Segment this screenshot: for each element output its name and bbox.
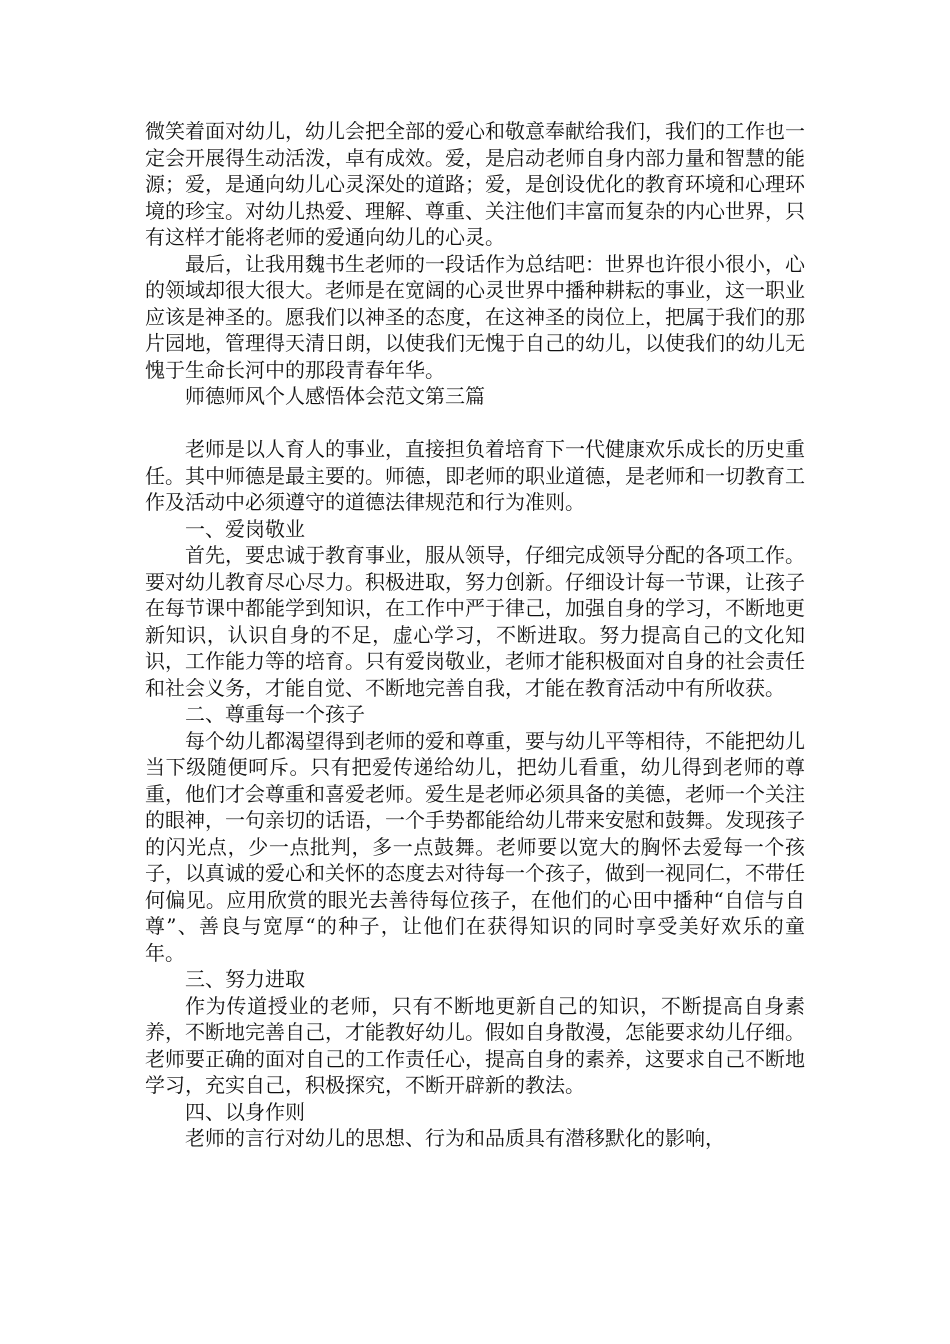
paragraph-intro: 老师是以人育人的事业，直接担负着培育下一代健康欢乐成长的历史重任。其中师德是最主要的。师德，即老师的职业道德，是老师和一切教育工作及活动中必须遵守的道德法律规范和行为准则。 <box>145 437 805 514</box>
section-body-3: 作为传道授业的老师，只有不断地更新自己的知识，不断提高自身素养，不断地完善自己，才能教好幼儿。假如自身散漫，怎能要求幼儿仔细。老师要正确的面对自己的工作责任心，提高自身的素养，这要求自己不断地学习，充实自己，积极探究，不断开辟新的教法。 <box>145 993 805 1097</box>
section-heading-3: 三、努力进取 <box>185 967 305 991</box>
document-page <box>145 118 805 1152</box>
section-heading-4: 四、以身作则 <box>185 1099 305 1124</box>
paragraph-conclusion: 最后，让我用魏书生老师的一段话作为总结吧：世界也许很小很小，心的领域却很大很大。老师是在宽阔的心灵世界中播种耕耘的事业，这一职业应该是神圣的。愿我们以神圣的态度，在这神圣的岗位上，把属于我们的那片园地，管理得天清日朗，以使我们无愧于自己的幼儿，以使我们的幼儿无愧于生命长河中的那段青春年华。 <box>145 251 805 382</box>
section-heading-2: 二、尊重每一个孩子 <box>185 702 365 726</box>
section-body-2: 每个幼儿都渴望得到老师的爱和尊重，要与幼儿平等相待，不能把幼儿当下级随便呵斥。只有把爱传递给幼儿，把幼儿看重，幼儿得到老师的尊重，他们才会尊重和喜爱老师。爱生是老师必须具备的美德，老师一个关注的眼神，一句亲切的话语，一个手势都能给幼儿带来安慰和鼓舞。发现孩子的闪光点，少一点批判，多一点鼓舞。老师要以宽大的胸怀去爱每一个孩子，以真诚的爱心和关怀的态度去对待每一个孩子，做到一视同仁，不带任何偏见。应用欣赏的眼光去善待每位孩子，在他们的心田中播种“自信与自尊”、善良与宽厚“的种子，让他们在获得知识的同时享受美好欢乐的童年。 <box>145 728 805 965</box>
section-body-4: 老师的言行对幼儿的思想、行为和品质具有潜移默化的影响， <box>185 1126 725 1150</box>
section-heading-1: 一、爱岗敬业 <box>185 516 305 541</box>
blank-line <box>145 410 805 437</box>
article-title: 师德师风个人感悟体会范文第三篇 <box>185 384 485 408</box>
section-body-1: 首先，要忠诚于教育事业，服从领导，仔细完成领导分配的各项工作。要对幼儿教育尽心尽力。积极进取，努力创新。仔细设计每一节课，让孩子在每节课中都能学到知识，在工作中严于律己，加强自身的学习，不断地更新知识，认识自身的不足，虚心学习，不断进取。努力提高自己的文化知识，工作能力等的培育。只有爱岗敬业，老师才能积极面对自身的社会责任和社会义务，才能自觉、不断地完善自我，才能在教育活动中有所收获。 <box>145 543 805 700</box>
paragraph-love: 微笑着面对幼儿，幼儿会把全部的爱心和敬意奉献给我们，我们的工作也一定会开展得生动活泼，卓有成效。爱，是启动老师自身内部力量和智慧的能源；爱，是通向幼儿心灵深处的道路；爱，是创设优化的教育环境和心理环境的珍宝。对幼儿热爱、理解、尊重、关注他们丰富而复杂的内心世界，只有这样才能将老师的爱通向幼儿的心灵。 <box>145 119 805 249</box>
